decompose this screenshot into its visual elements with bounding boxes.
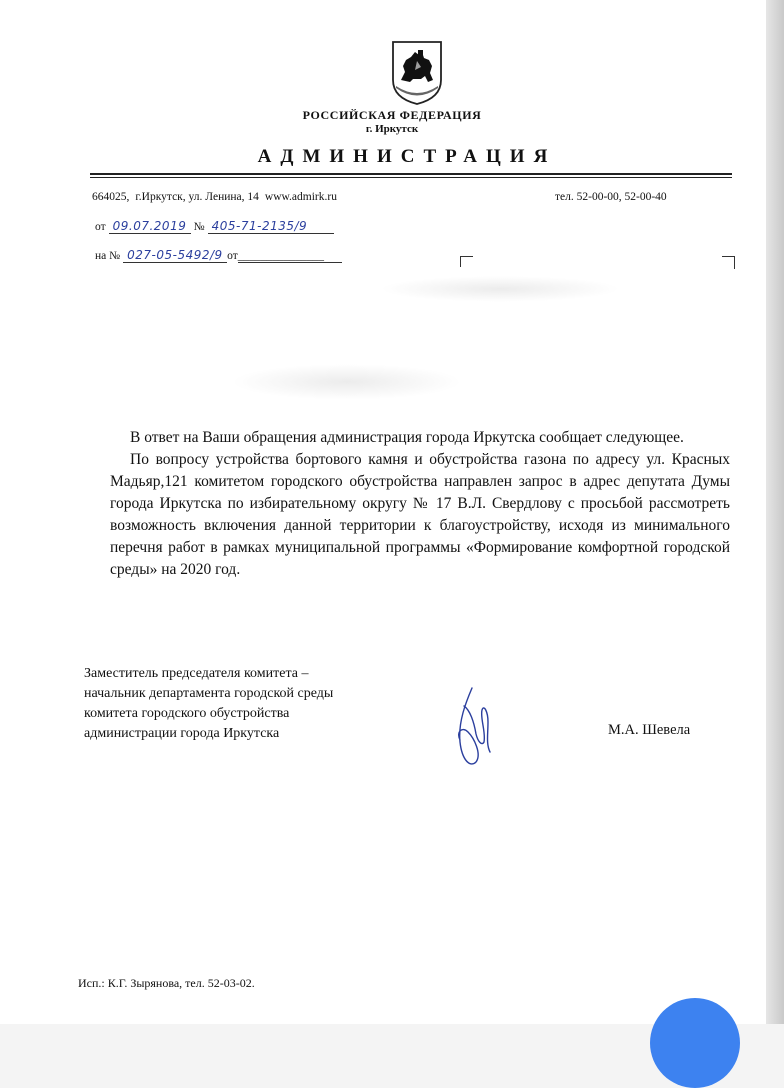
contact-phones: тел. 52-00-00, 52-00-40	[555, 191, 667, 203]
outgoing-registration-line	[92, 219, 334, 234]
website: www.admirk.ru	[264, 191, 337, 203]
position-line: комитета городского обустройства	[84, 706, 290, 721]
reference-number: 027-05-5492/9	[123, 248, 227, 263]
outgoing-number: 405-71-2135/9	[208, 219, 334, 234]
country-name: РОССИЙСКАЯ ФЕДЕРАЦИЯ	[302, 108, 482, 122]
page-edge-shadow	[766, 0, 784, 1024]
number-label: №	[193, 221, 205, 233]
letter-body	[110, 427, 730, 581]
from-label: от	[95, 221, 106, 233]
position-line: начальник департамента городской среды	[84, 686, 334, 701]
header-divider-thick	[90, 173, 732, 175]
position-line: администрации города Иркутска	[84, 726, 280, 741]
signatory-position	[84, 664, 333, 744]
position-line: Заместитель председателя комитета –	[84, 666, 309, 681]
signatory-name: М.А. Шевела	[608, 722, 691, 738]
irkutsk-coat-of-arms-icon	[391, 40, 443, 106]
redacted-area	[380, 276, 620, 302]
city-name: г. Иркутск	[365, 123, 419, 135]
outgoing-date: 09.07.2019	[109, 219, 191, 234]
postcode: 664025,	[92, 191, 130, 203]
addressee-bracket-right	[722, 256, 735, 269]
addressee-bracket-left	[460, 256, 473, 267]
contact-address	[92, 191, 343, 203]
reference-date-blank: _______________	[238, 250, 342, 263]
reference-registration-line	[92, 248, 342, 263]
handwritten-signature-icon	[440, 682, 500, 772]
reference-label: на №	[95, 250, 121, 262]
reference-from-label: от	[227, 250, 238, 262]
body-paragraph: В ответ на Ваши обращения администрация города Иркутска сообщает следующее.	[130, 429, 684, 446]
street-address: г.Иркутск, ул. Ленина, 14	[135, 191, 259, 203]
floating-action-button[interactable]	[650, 998, 740, 1088]
redacted-area	[232, 364, 462, 400]
body-paragraph: По вопросу устройства бортового камня и обустройства газона по адресу ул. Красных Мадьяр,121 комитетом городского обустройства направлен запрос в адрес депутата Думы города Иркутска по избирательному округу № 17 В.Л. Свердлову с просьбой рассмотреть возможность включения данной территории к благоустройству, исходя из минимального перечня работ в рамках муниципальной программы «Формирование комфортной городской среды» на 2020 год.	[110, 451, 730, 578]
header-divider-thin	[90, 177, 732, 178]
organization-title: АДМИНИСТРАЦИЯ	[257, 146, 557, 167]
executor-note: Исп.: К.Г. Зырянова, тел. 52-03-02.	[78, 976, 255, 990]
